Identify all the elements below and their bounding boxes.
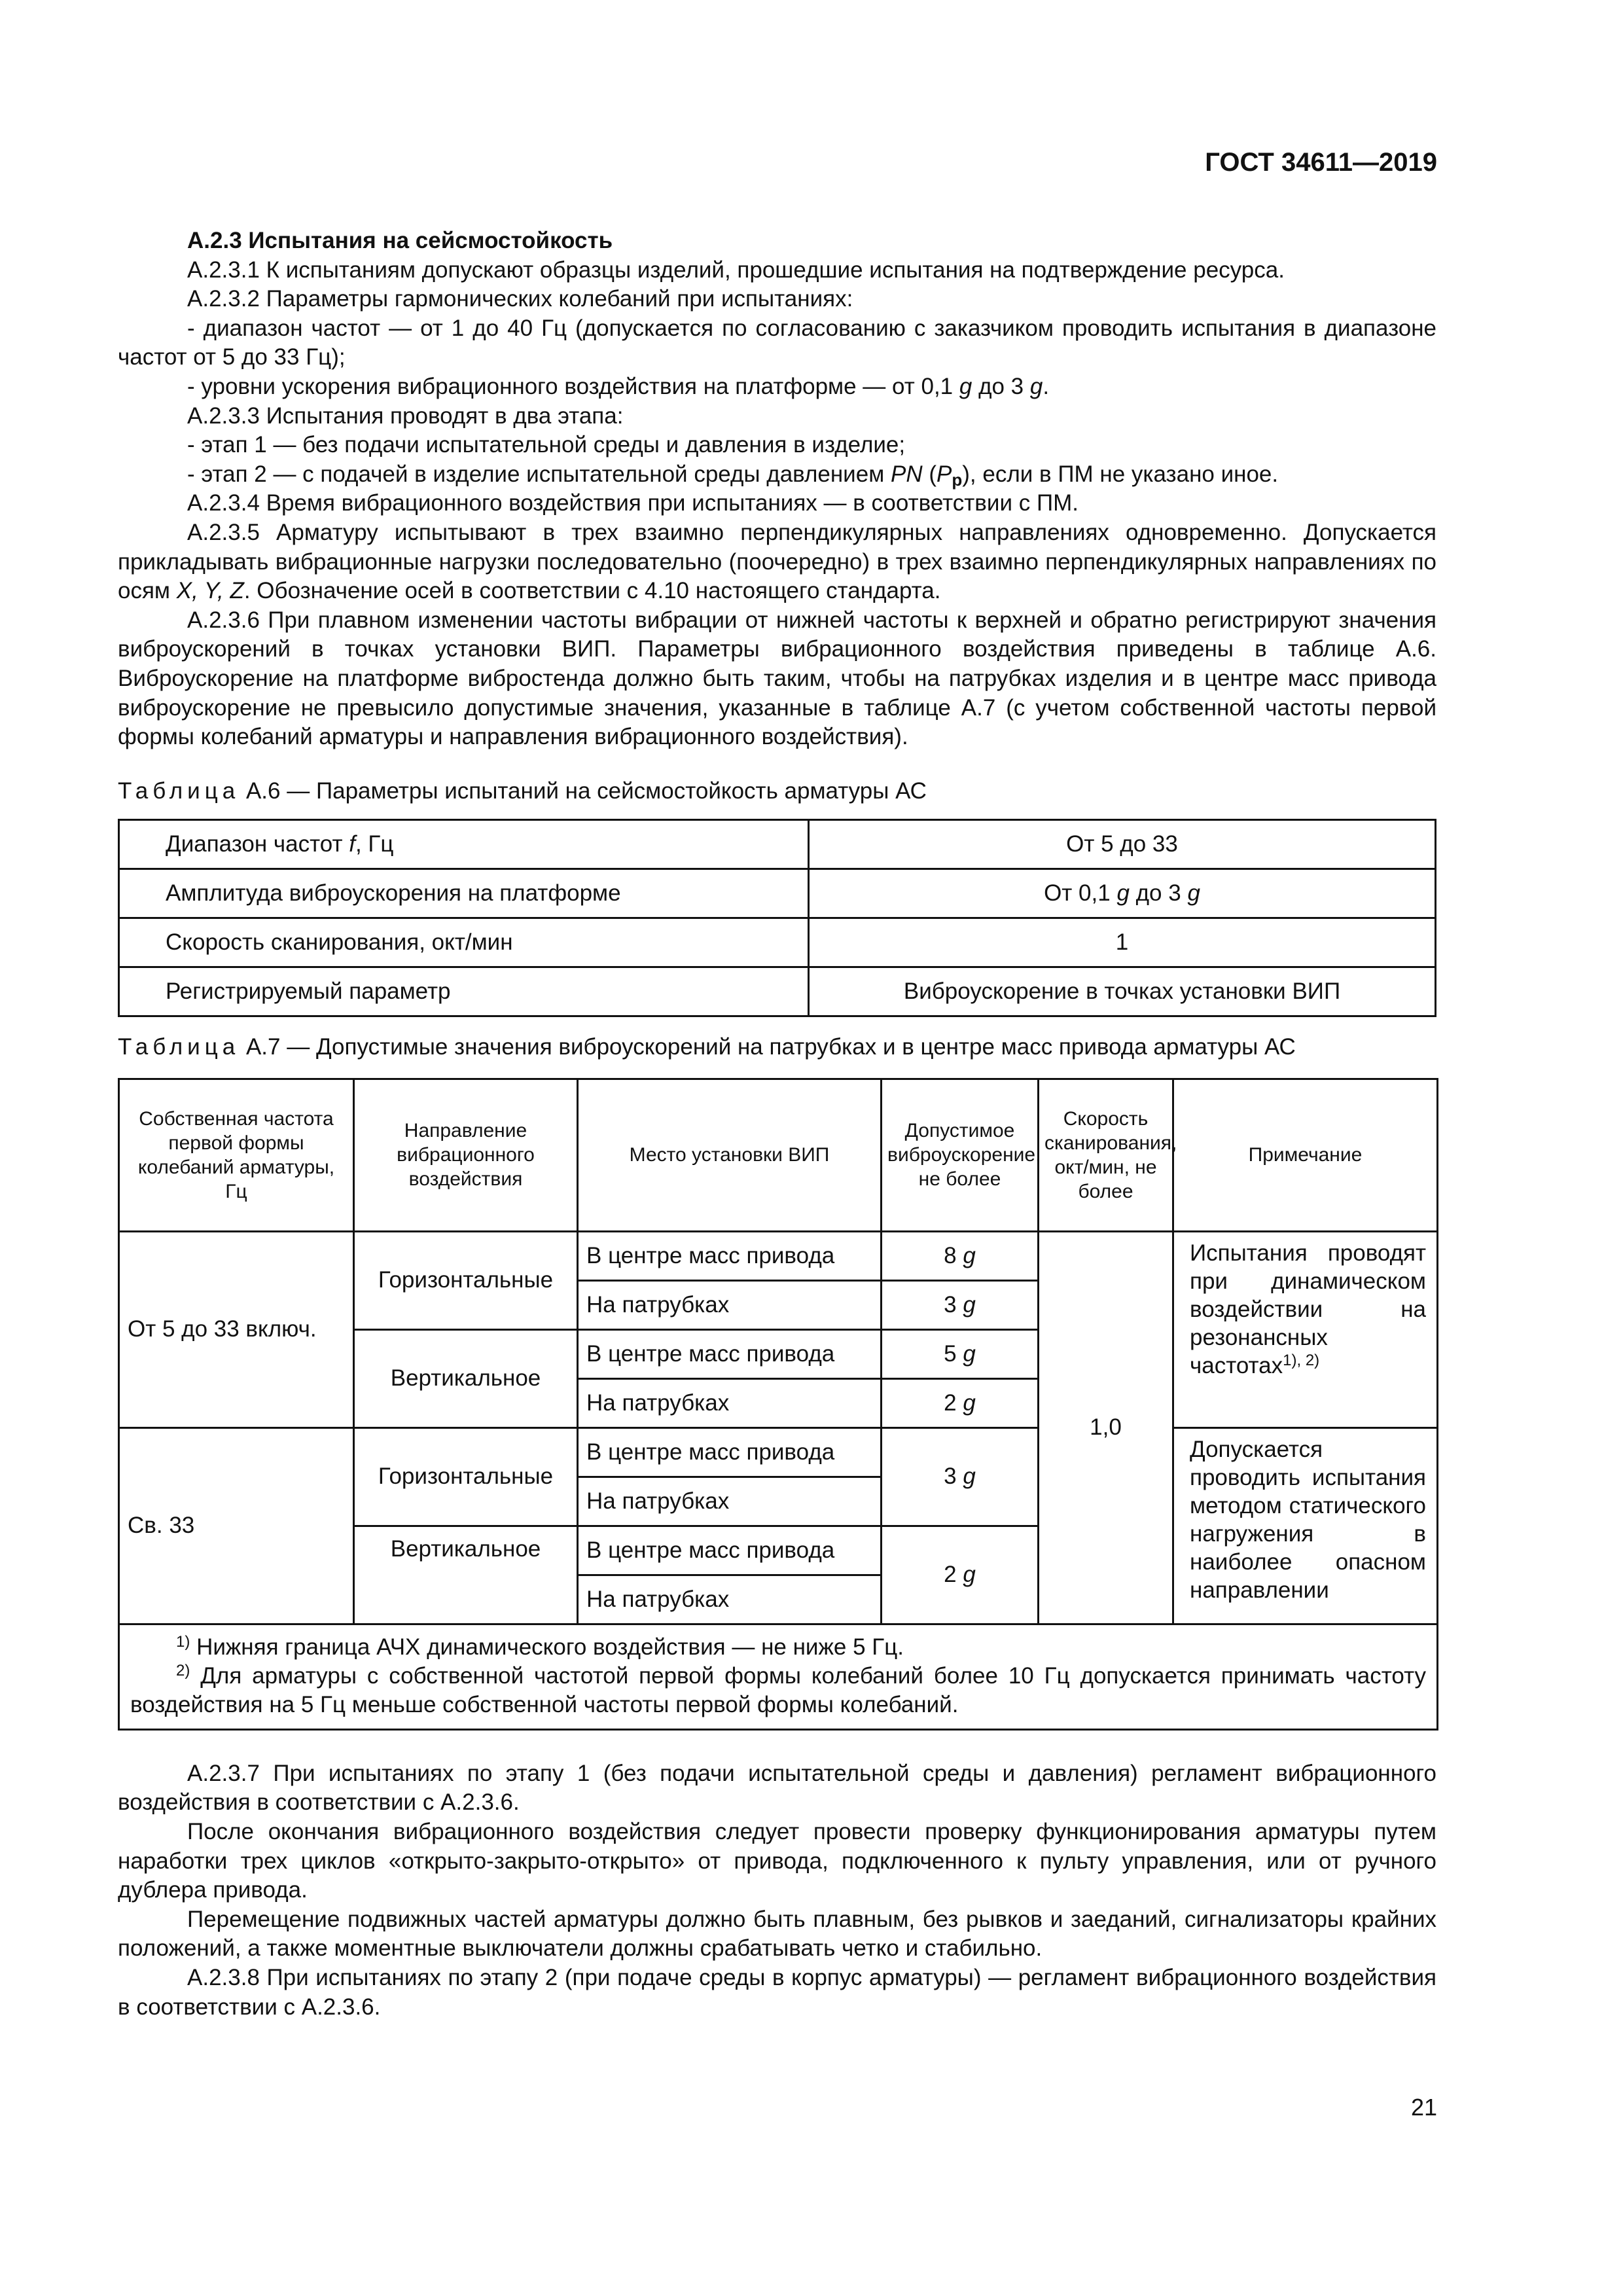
g-symbol: g [963, 1562, 976, 1588]
g-symbol: g [1116, 880, 1130, 906]
paragraph-a235 [118, 518, 1436, 606]
text-segment: 3 [944, 1463, 963, 1490]
table-cell [809, 869, 1436, 918]
freq-cell: Св. 33 [119, 1427, 354, 1624]
footnote-mark: 2) [176, 1661, 190, 1679]
text-segment: А.2.3.5 Арматуру испытывают в трех взаимно перпендикулярных направлениях одновременно. Допускается прикладывать вибрационные нагрузки последовательно (поочередно) в трех взаимно перпендикулярных направлениях по осям [118, 519, 1436, 604]
table-cell: От 5 до 33 [809, 820, 1436, 869]
table-cell: 1 [809, 918, 1436, 967]
paragraph-a233: А.2.3.3 Испытания проводят в два этапа: [187, 403, 624, 429]
list-item-frequency-range: - диапазон частот — от 1 до 40 Гц (допускается по согласованию с заказчиком проводить испытания в диапазоне частот от 5 до 33 Гц); [118, 315, 1436, 370]
text-segment: ), если в ПМ не указано иное. [962, 461, 1279, 487]
footnote-text: Нижняя граница АЧХ динамического воздействия — не ниже 5 Гц. [190, 1634, 904, 1660]
text-segment: 8 [944, 1242, 963, 1268]
g-symbol: g [963, 1463, 976, 1490]
table-row [119, 918, 1436, 967]
location-cell: В центре масс привода [578, 1427, 882, 1477]
text-segment: Диапазон частот [166, 831, 349, 857]
table-row [119, 869, 1436, 918]
paragraph-a238: А.2.3.8 При испытаниях по этапу 2 (при подаче среды в корпус арматуры) — регламент вибрационного воздействия в соответствии с А.2.3.6. [118, 1965, 1436, 2020]
value-cell [882, 1329, 1039, 1378]
speed-cell: 1,0 [1039, 1231, 1173, 1624]
text-segment: - уровни ускорения вибрационного воздействия на платформе — от 0,1 [187, 373, 959, 399]
table-cell: Виброускорение в точках установки ВИП [809, 967, 1436, 1016]
paragraph-a237: А.2.3.7 При испытаниях по этапу 1 (без подачи испытательной среды и давления) регламент вибрационного воздействия в соответствии с А.2.3.6. [118, 1760, 1436, 1816]
column-header: Допустимое виброускорение, не более [882, 1079, 1039, 1231]
footnote-ref: 1), 2) [1283, 1351, 1320, 1369]
text-segment: Испытания проводят при динамическом воздействии на резонансных частотах [1190, 1240, 1426, 1378]
paragraph-a236: А.2.3.6 При плавном изменении частоты вибрации от нижней частоты к верхней и обратно регистрируют значения виброускорений в точках установки ВИП. Параметры вибрационного воздействия приведены в таблице А.6. Виброускорение на платформе вибростенда должно быть таким, чтобы на патрубках изделия и в центре масс привода виброускорение не превысило допустимые значения, указанные в таблице А.7 (с учетом собственной частоты первой формы колебаний арматуры и направления вибрационного воздействия). [118, 607, 1436, 750]
column-header: Скорость сканирования, окт/мин, не более [1039, 1079, 1173, 1231]
table-a7 [118, 1078, 1438, 1731]
location-cell: В центре масс привода [578, 1329, 882, 1378]
table-row [119, 967, 1436, 1016]
g-symbol: g [963, 1390, 976, 1416]
table-a6-caption [118, 777, 1436, 806]
column-header: Примечание [1173, 1079, 1438, 1231]
table-cell [119, 820, 809, 869]
text-segment: ( [922, 461, 937, 487]
g-symbol: g [959, 373, 972, 399]
value-cell [882, 1526, 1039, 1624]
g-symbol: g [963, 1291, 976, 1318]
pn-symbol: PN [891, 461, 923, 487]
body-text [118, 226, 1436, 2022]
table-cell: Амплитуда виброускорения на платформе [119, 869, 809, 918]
footnote-mark: 1) [176, 1632, 190, 1651]
g-symbol: g [963, 1340, 976, 1367]
section-heading: А.2.3 Испытания на сейсмостойкость [187, 228, 613, 253]
g-symbol: g [1029, 373, 1043, 399]
g-symbol: g [963, 1242, 976, 1268]
direction-cell: Горизонтальные [354, 1427, 578, 1526]
caption-word: Таблица [118, 1034, 240, 1060]
table-cell: Регистрируемый параметр [119, 967, 809, 1016]
list-item-stage-1: - этап 1 — без подачи испытательной среды и давления в изделие; [187, 432, 906, 458]
pp-subscript: p [952, 469, 963, 490]
table-header-row [119, 1079, 1438, 1231]
paragraph-a231: А.2.3.1 К испытаниям допускают образцы изделий, прошедшие испытания на подтверждение ресурса. [187, 257, 1285, 283]
location-cell: В центре масс привода [578, 1231, 882, 1280]
pp-symbol: P [936, 461, 952, 487]
text-segment: 3 [944, 1291, 963, 1318]
note-cell: Допускается проводить испытания методом статического нагружения в наиболее опасном направлении [1173, 1427, 1438, 1624]
value-cell [882, 1280, 1039, 1329]
document-code: ГОСТ 34611—2019 [1205, 148, 1437, 177]
paragraph-a234: А.2.3.4 Время вибрационного воздействия при испытаниях — в соответствии с ПМ. [187, 490, 1079, 516]
location-cell: На патрубках [578, 1477, 882, 1526]
text-segment: до 3 [972, 373, 1030, 399]
list-item-stage-2 [118, 460, 1436, 490]
caption-text: А.6 — Параметры испытаний на сейсмостойкость арматуры АС [240, 778, 927, 804]
location-cell: На патрубках [578, 1575, 882, 1624]
f-symbol: f [349, 831, 355, 857]
column-header: Место установки ВИП [578, 1079, 882, 1231]
axes-symbols: X, Y, Z [176, 578, 244, 604]
footnote-1 [130, 1633, 1426, 1662]
table-a6 [118, 819, 1436, 1017]
location-cell: На патрубках [578, 1280, 882, 1329]
text-segment: От 0,1 [1044, 880, 1117, 906]
footnotes-cell [119, 1624, 1438, 1729]
direction-cell: Вертикальное [354, 1526, 578, 1624]
freq-cell: От 5 до 33 включ. [119, 1231, 354, 1427]
text-segment: 2 [944, 1562, 963, 1588]
table-cell: Скорость сканирования, окт/мин [119, 918, 809, 967]
value-cell [882, 1231, 1039, 1280]
paragraph-a232: А.2.3.2 Параметры гармонических колебаний при испытаниях: [187, 286, 853, 312]
caption-text: А.7 — Допустимые значения виброускорений на патрубках и в центре масс привода арматуры АС [240, 1034, 1296, 1060]
caption-word: Таблица [118, 778, 240, 804]
table-footnote-row [119, 1624, 1438, 1729]
table-row [119, 1427, 1438, 1477]
table-a7-caption [118, 1033, 1436, 1062]
text-segment: 2 [944, 1390, 963, 1416]
column-header: Направление вибрационного воздействия [354, 1079, 578, 1231]
paragraph-after-vibration: После окончания вибрационного воздействия следует провести проверку функционирования арматуры путем наработки трех циклов «открыто-закрыто-открыто» от привода, подключенного к пульту управления, или от ручного дублера привода. [118, 1819, 1436, 1903]
text-segment: , Гц [355, 831, 394, 857]
footnote-text: Для арматуры с собственной частотой первой формы колебаний более 10 Гц допускается принимать частоту воздействия на 5 Гц меньше собственной частоты первой формы колебаний. [130, 1662, 1426, 1717]
text-segment: до 3 [1129, 880, 1188, 906]
direction-cell: Вертикальное [354, 1329, 578, 1427]
paragraph-moving-parts: Перемещение подвижных частей арматуры должно быть плавным, без рывков и заеданий, сигнализаторы крайних положений, а также моментные выключатели должны срабатывать четко и стабильно. [118, 1906, 1436, 1962]
direction-cell: Горизонтальные [354, 1231, 578, 1329]
value-cell [882, 1427, 1039, 1526]
column-header: Собственная частота первой формы колебаний арматуры, Гц [119, 1079, 354, 1231]
list-item-acceleration-levels [118, 372, 1436, 402]
table-row [119, 820, 1436, 869]
value-cell [882, 1378, 1039, 1427]
text-segment: . [1043, 373, 1050, 399]
g-symbol: g [1187, 880, 1200, 906]
text-segment: . Обозначение осей в соответствии с 4.10 настоящего стандарта. [243, 578, 941, 604]
footnote-2 [130, 1662, 1426, 1719]
location-cell: В центре масс привода [578, 1526, 882, 1575]
text-segment: - этап 2 — с подачей в изделие испытательной среды давлением [187, 461, 891, 487]
page-number: 21 [1410, 2094, 1437, 2121]
text-segment: 5 [944, 1340, 963, 1367]
note-cell [1173, 1231, 1438, 1427]
location-cell: На патрубках [578, 1378, 882, 1427]
table-row [119, 1231, 1438, 1280]
